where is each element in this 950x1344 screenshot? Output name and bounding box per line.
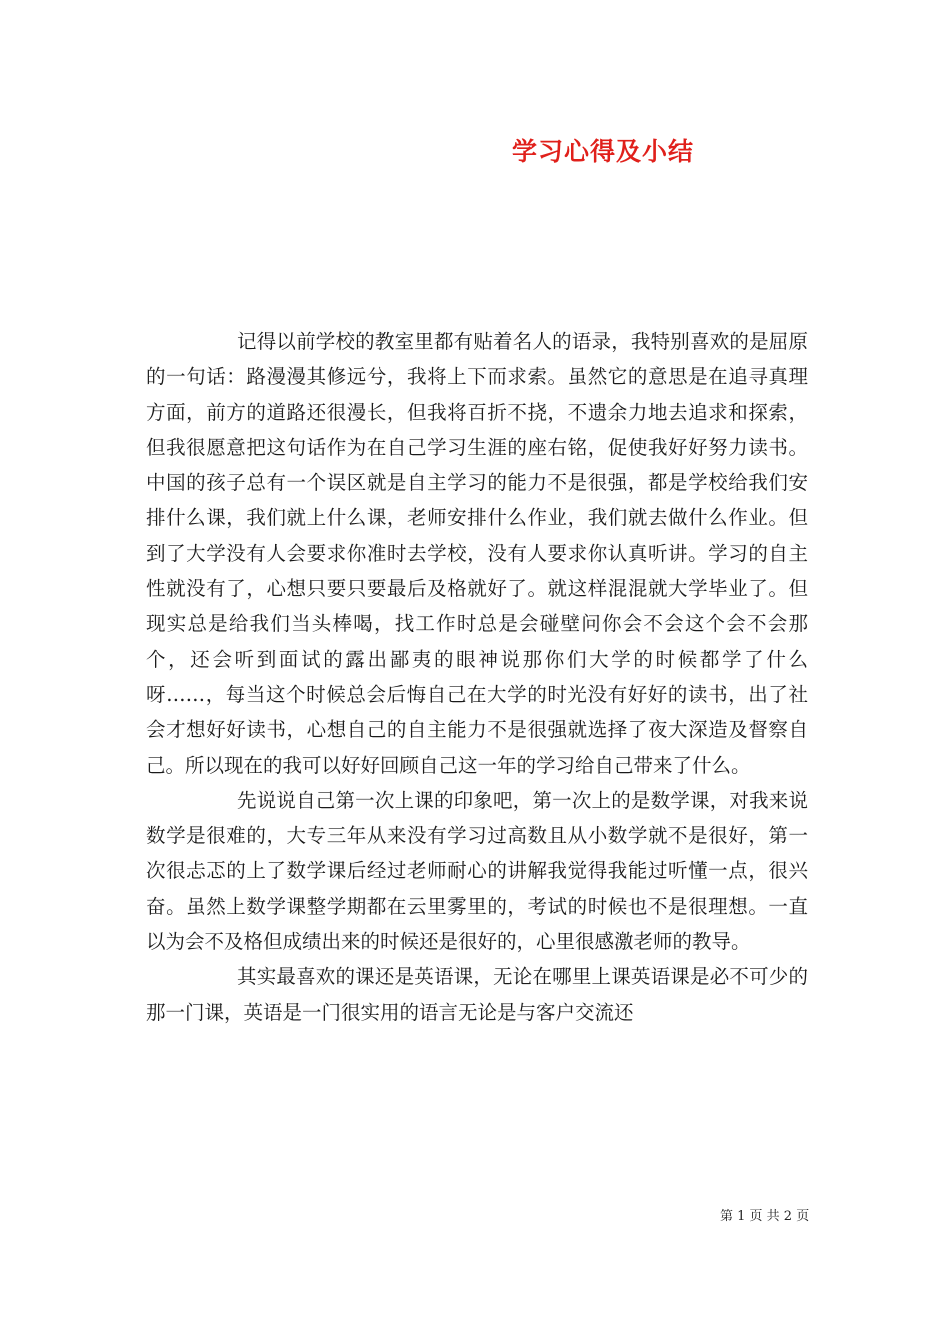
paragraph-2: 先说说自己第一次上课的印象吧，第一次上的是数学课，对我来说数学是很难的，大专三年从来没有学习过高数且从小数学就不是很好，第一次很忐忑的上了数学课后经过老师耐心的讲解我觉得我能过听懂一点，很兴奋。虽然上数学课整学期都在云里雾里的，考试的时候也不是很理想。一直以为会不及格但成绩出来的时候还是很好的，心里很感激老师的教导。	[146, 788, 808, 954]
paragraph-3: 其实最喜欢的课还是英语课，无论在哪里上课英语课是必不可少的那一门课，英语是一门很实用的语言无论是与客户交流还	[146, 965, 808, 1024]
paragraph-1: 记得以前学校的教室里都有贴着名人的语录，我特别喜欢的是屈原的一句话：路漫漫其修远兮，我将上下而求索。虽然它的意思是在追寻真理方面，前方的道路还很漫长，但我将百折不挠，不遗余力地去追求和探索，但我很愿意把这句话作为在自己学习生涯的座右铭，促使我好好努力读书。中国的孩子总有一个误区就是自主学习的能力不是很强，都是学校给我们安排什么课，我们就上什么课，老师安排什么作业，我们就去做什么作业。但到了大学没有人会要求你准时去学校，没有人要求你认真听讲。学习的自主性就没有了，心想只要只要最后及格就好了。就这样混混就大学毕业了。但现实总是给我们当头棒喝，找工作时总是会碰壁问你会不会这个会不会那个，还会听到面试的露出鄙夷的眼神说那你们大学的时候都学了什么呀……，每当这个时候总会后悔自己在大学的时光没有好好的读书，出了社会才想好好读书，心想自己的自主能力不是很强就选择了夜大深造及督察自己。所以现在的我可以好好回顾自己这一年的学习给自己带来了什么。	[146, 330, 808, 777]
document-title	[0, 132, 950, 168]
document-title-text: 学习心得及小结	[512, 137, 695, 166]
page-number-footer: 第 1 页 共 2 页	[720, 1209, 810, 1224]
document-body	[146, 324, 808, 1030]
